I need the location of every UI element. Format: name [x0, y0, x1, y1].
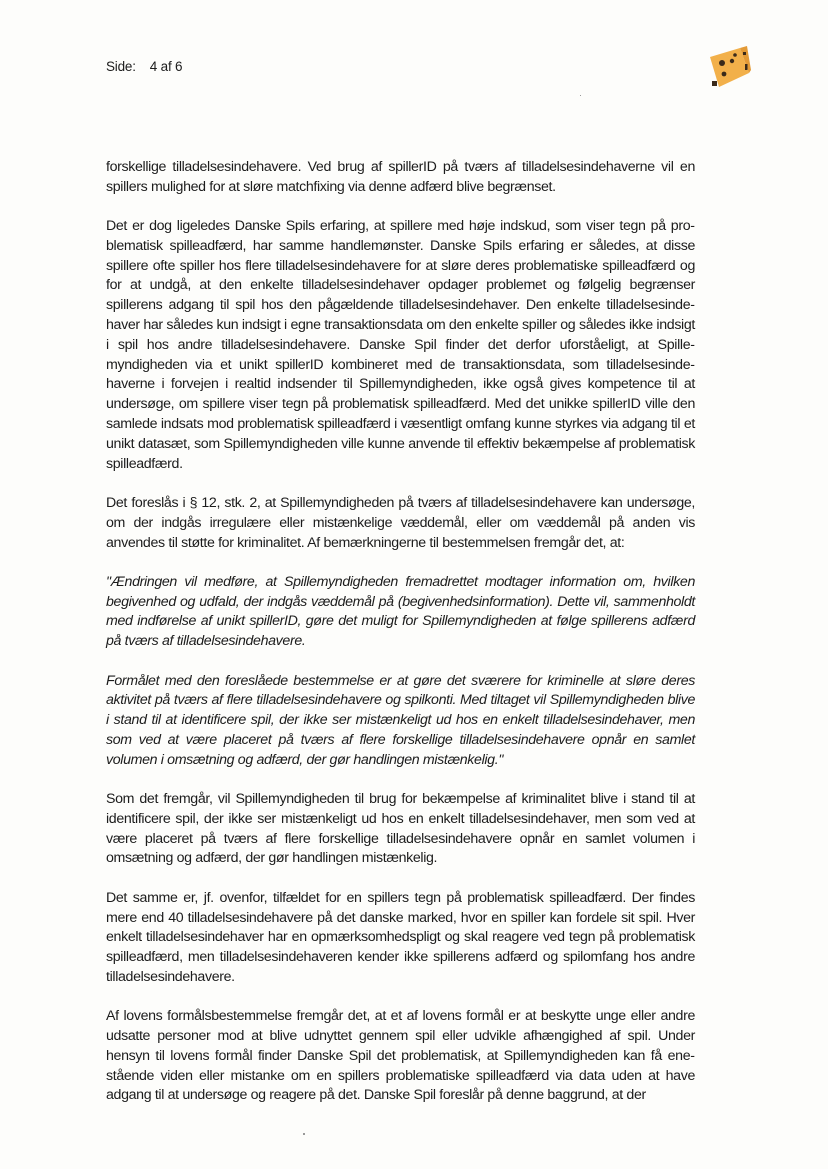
scan-speck: [303, 1133, 305, 1135]
paragraph: Det samme er, jf. ovenfor, tilfældet for en spillers tegn på problematisk spilleadfærd. Der findes mere end 40 tilladelsesindehavere på det danske marked, hvor en spiller kan fordele sit spil. Hver enkelt tilladelsesindehaver har en opmærksomhedspligt og skal reagere ved tegn på problematisk spilleadfærd, men tilladelsesindehaveren kender ikke spillerens adfærd og spilomfang hos andre tilladelsesindehavere.: [106, 889, 695, 985]
paragraph: Det foreslås i § 12, stk. 2, at Spillemyndigheden på tværs af tilladelsesindehavere kan undersøge, om der indgås irregulære eller mistænkelige væddemål, eller om væddemål på anden vis anvendes til støtte for kriminalitet. Af bemærkningerne til bestemmelsen fremgår det, at:: [106, 494, 695, 551]
page-number: 4 af 6: [149, 59, 183, 74]
paragraph: Som det fremgår, vil Spillemyndigheden til brug for bekæmpelse af kriminalitet blive i stand til at identificere spil, der ikke ser mistænkeligt ud hos en enkelt tilladelsesindehaver, men som ved at være placeret på tværs af flere forskellige tilladelsesindehavere opnår en samlet volumen i omsætning og adfærd, der gør handlingen mistænkelig.: [106, 791, 695, 867]
paragraph: Det er dog ligeledes Danske Spils erfaring, at spillere med høje indskud, som viser tegn på problematisk spilleadfærd, har samme handlemønster. Danske Spils erfaring er således, at disse spillere ofte spiller hos flere tilladelsesindehavere for at sløre deres problematiske spilleadfærd og for at undgå, at den enkelte tilladelsesindehaver opdager problemet og følgelig begrænser spillerens adgang til spil hos den pågældende tilladelsesindehaver. Den enkelte tilladelsesindehaver har således kun indsigt i egne transaktionsdata om den enkelte spiller og således ikke indsigt i spil hos andre tilladelsesindehavere. Danske Spil finder det derfor uforståeligt, at Spillemyndigheden via et unikt spillerID kombineret med de transaktionsdata, som tilladelsesindehaverne i forvejen i realtid indsender til Spillemyndigheden, ikke også gives kompetence til at undersøge, om spillere viser tegn på problematisk spilleadfærd. Med det unikke spillerID ville den samlede indsats mod problematisk spilleadfærd i væsentligt omfang kunne styrkes via adgang til et unikt datasæt, som Spillemyndigheden ville kunne anvende til effektiv bekæmpelse af problematisk spilleadfærd.: [106, 218, 695, 472]
paragraph: forskellige tilladelsesindehavere. Ved brug af spillerID på tværs af tilladelsesindehaverne vil en spillers mulighed for at sløre matchfixing via denne adfærd blive begrænset.: [106, 159, 695, 195]
quote-paragraph: "Ændringen vil medføre, at Spillemyndigheden fremadrettet modtager information om, hvilken begivenhed og udfald, der indgås væddemål på (begivenhedsinformation). Dette vil, sammenholdt med indførelse af unikt spillerID, gøre det muligt for Spillemyndigheden at følge spillerens adfærd på tværs af tilladelsesindehavere.: [106, 573, 695, 650]
paragraph: Af lovens formålsbestemmelse fremgår det, at et af lovens formål er at beskytte unge eller andre udsatte personer mod at blive udnyttet gennem spil eller udvikle afhængighed af spil. Under hensyn til lovens formål finder Danske Spil det problematisk, at Spillemyndigheden kan få enestående viden eller mistanke om en spillers problematiske spilleadfærd via data uden at have adgang til at undersøge og reagere på det. Danske Spil foreslår på denne baggrund, at der: [106, 1008, 695, 1104]
dice-logo-icon: [704, 43, 752, 93]
quote-paragraph: Formålet med den foreslåede bestemmelse er at gøre det sværere for kriminelle at sløre deres aktivitet på tværs af flere tilladelsesindehavere og spilkonti. Med tiltaget vil Spillemyndigheden blive i stand til at identificere spil, der ikke ser mistænkeligt ud hos en enkelt tilladelsesindehaver, men som ved at være placeret på tværs af flere forskellige tilladelsesindehavere opnår en samlet volumen i omsætning og adfærd, der gør handlingen mistænkelig.": [106, 672, 695, 768]
page-header: [106, 59, 182, 74]
scan-speck: [580, 95, 581, 96]
page-label: Side:: [106, 59, 136, 74]
document-body: [106, 158, 695, 1126]
